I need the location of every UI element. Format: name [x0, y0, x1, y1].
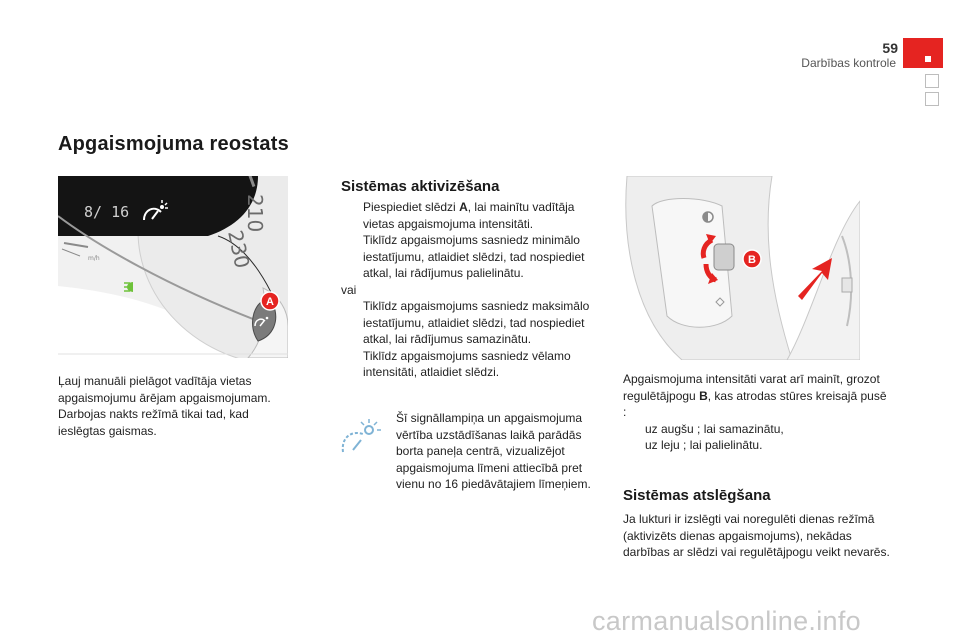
roll-down-text: uz leju ; lai palielinātu.: [645, 438, 763, 452]
label-b: B: [748, 254, 756, 266]
or-separator: vai: [341, 282, 357, 297]
thumbwheel-intro: [623, 371, 888, 421]
roll-down-item: [623, 437, 888, 454]
brightness-level-readout: 8/ 16: [84, 203, 130, 221]
label-a: A: [266, 296, 274, 308]
intro-paragraph: Ļauj manuāli pielāgot vadītāja vietas apgaismojumu ārējam apgaismojumam. Darbojas nakts režīmā tikai tad, kad ieslēgtas gaismas.: [58, 374, 271, 438]
chapter-tab-empty: [925, 74, 939, 88]
step-2-text: Tiklīdz apgaismojums sasniedz minimālo iestatījumu, atlaidiet slēdzi, tad nospiediet atkal, lai rādījumus palielinātu.: [363, 233, 585, 280]
activation-steps: [341, 199, 601, 381]
steering-control-illustration: [622, 176, 860, 360]
chapter-tab-empty: [925, 92, 939, 106]
thumbwheel-intro-text: Apgaismojuma intensitāti varat arī mainīt, grozot regulētājpogu: [623, 372, 880, 403]
step-2: [341, 232, 601, 282]
label-b-marker: [743, 250, 761, 268]
indicator-note: Šī signāllampiņa un apgaismojuma vērtība uzstādīšanas laikā parādās borta paneļa centrā, vizualizējot apgaismojuma līmeni attiecībā pret vienu no 16 piedāvātajiem līmeņiem.: [396, 411, 591, 491]
roll-up-text: uz augšu ; lai samazinātu,: [645, 421, 784, 436]
step-4-text: Tiklīdz apgaismojums sasniedz vēlamo intensitāti, atlaidiet slēdzi.: [363, 348, 571, 379]
deactivation-heading: Sistēmas atslēgšana: [623, 487, 771, 504]
chapter-tab: [903, 38, 943, 68]
activation-heading: Sistēmas aktivizēšana: [341, 178, 500, 195]
rheostat-indicator-icon: [339, 418, 385, 458]
headlamp-green-icon: [124, 282, 133, 292]
dashboard-illustration: [58, 176, 288, 358]
section-title: Darbības kontrole: [801, 56, 896, 70]
step-3-text: Tiklīdz apgaismojums sasniedz maksimālo iestatījumu, atlaidiet slēdzi, tad nospiediet atkal, lai rādījumus samazinātu.: [363, 299, 590, 346]
page-number: 59: [882, 40, 898, 56]
step-1-switch-ref: A: [459, 200, 468, 214]
deactivation-paragraph: Ja lukturi ir izslēgti vai noregulēti dienas režīmā (aktivizēts dienas apgaismojums), nekādas darbības ar slēdzi vai regulētājpogu veikt nevarēs.: [623, 512, 890, 559]
watermark: carmanualsonline.info: [592, 606, 861, 636]
tab-marker: [925, 56, 931, 62]
label-a-marker: [261, 292, 279, 310]
speed-tick-210: 210: [243, 194, 267, 233]
thumbwheel-intro-text-cont: , kas atrodas stūres kreisajā pusē :: [623, 388, 887, 419]
roll-up-item: [623, 421, 888, 438]
step-4: [341, 348, 601, 381]
page-title: Apgaismojuma reostats: [58, 133, 289, 155]
speed-unit-label: m/h: [88, 255, 100, 262]
step-1-text: Piespiediet slēdzi: [363, 200, 460, 214]
thumbwheel-ref: B: [699, 388, 708, 403]
step-1-text-cont: , lai mainītu vadītāja vietas apgaismojuma intensitāti.: [363, 200, 575, 231]
speed-tick-230: 230: [223, 228, 255, 271]
step-1: [341, 199, 601, 232]
step-3: [341, 298, 601, 348]
thumbwheel-instructions: [623, 371, 888, 454]
